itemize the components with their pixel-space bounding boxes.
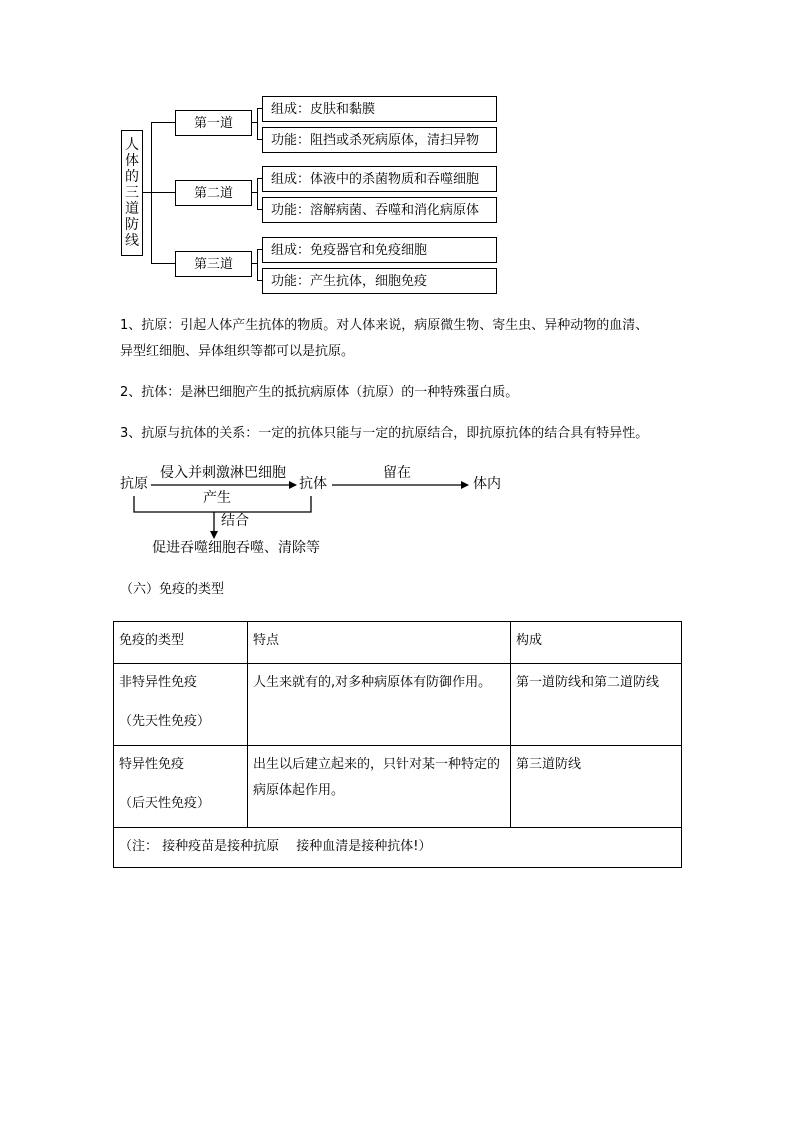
cell-type: [114, 664, 248, 746]
type-name: 非特异性免疫: [119, 675, 198, 690]
flow-produce-label: 产生: [203, 490, 231, 506]
flow-antigen: 抗原: [120, 476, 148, 492]
paragraph-relationship: 3、抗原与抗体的关系：一定的抗体只能与一定的抗原结合，即抗原抗体的结合具有特异性。: [120, 426, 649, 441]
table-row: [114, 664, 682, 746]
function-text: 功能：阻挡或杀死病原体，清扫异物: [271, 132, 480, 148]
defense-title-char: 三: [125, 185, 139, 201]
paragraph-antibody: 2、抗体：是淋巴细胞产生的抵抗病原体（抗原）的一种特殊蛋白质。: [120, 385, 519, 400]
flow-invade-label: 侵入并刺激淋巴细胞: [160, 465, 286, 481]
defense-line-2-name: 第二道: [193, 185, 233, 201]
header-feature: 特点: [248, 622, 511, 664]
table-note-row: [114, 828, 682, 868]
defense-title-char: 体: [125, 153, 139, 169]
cell-feature: 人生来就有的,对多种病原体有防御作用。: [248, 664, 511, 746]
function-text: 功能：产生抗体，细胞免疫: [271, 273, 428, 289]
type-sub: （后天性免疫）: [119, 796, 211, 811]
composition-text: 组成：免疫器官和免疫细胞: [271, 242, 428, 258]
cell-type: [114, 746, 248, 828]
flow-result: 促进吞噬细胞吞噬、清除等: [152, 540, 320, 556]
paragraph-antigen-line2: 异型红细胞、异体组织等都可以是抗原。: [120, 344, 355, 359]
composition-text: 组成：体液中的杀菌物质和吞噬细胞: [271, 171, 480, 187]
cell-feature: 出生以后建立起来的，只针对某一种特定的病原体起作用。: [248, 746, 511, 828]
flow-stay-label: 留在: [383, 465, 411, 481]
function-text: 功能：溶解病菌、吞噬和消化病原体: [271, 202, 480, 218]
header-composition: 构成: [511, 622, 682, 664]
flow-body: 体内: [473, 476, 501, 492]
cell-composition: 第三道防线: [511, 746, 682, 828]
flow-antibody: 抗体: [299, 476, 327, 492]
cell-composition: 第一道防线和第二道防线: [511, 664, 682, 746]
flow-bracket: [134, 496, 311, 512]
immunity-table: [113, 621, 682, 868]
defense-title-char: 防: [125, 217, 139, 233]
paragraph-antigen-line1: 1、抗原：引起人体产生抗体的物质。对人体来说，病原微生物、寄生虫、异种动物的血清、: [120, 318, 649, 333]
defense-line-3-name: 第三道: [193, 256, 233, 272]
header-type: 免疫的类型: [114, 622, 248, 664]
defense-title-char: 线: [125, 233, 139, 249]
composition-text: 组成：皮肤和黏膜: [271, 101, 376, 117]
table-header-row: [114, 622, 682, 664]
defense-line-1-name: 第一道: [193, 115, 233, 131]
defense-title-char: 的: [125, 169, 139, 185]
flow-combine-label: 结合: [221, 513, 249, 529]
type-sub: （先天性免疫）: [119, 714, 211, 729]
table-row: [114, 746, 682, 828]
defense-title-char: 人: [125, 137, 139, 153]
type-name: 特异性免疫: [119, 757, 185, 772]
defense-title-char: 道: [125, 201, 139, 217]
table-note: （注： 接种疫苗是接种抗原 接种血清是接种抗体!）: [114, 828, 682, 868]
section-title: （六）免疫的类型: [120, 582, 225, 597]
